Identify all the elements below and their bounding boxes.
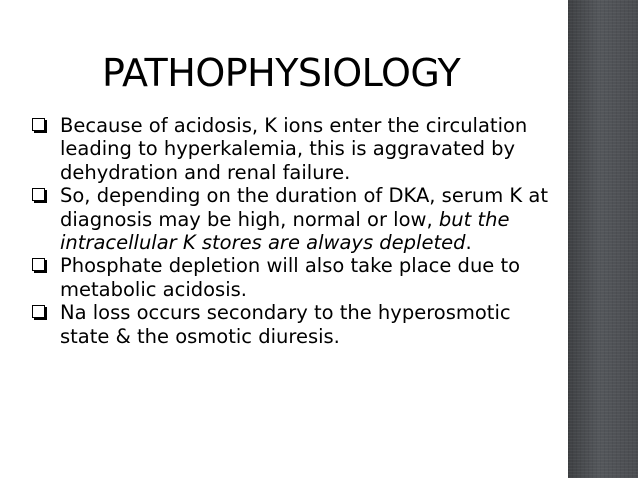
decorative-side-bar — [568, 0, 638, 478]
bullet-item-phosphate — [32, 254, 560, 301]
bullet-item-na-loss — [32, 301, 560, 348]
hollow-square-bullet-icon — [32, 305, 45, 318]
hollow-square-bullet-icon — [32, 188, 45, 201]
bullet-text: Phosphate depletion will also take place due to metabolic acidosis. — [60, 254, 521, 301]
bullet-item-dka-duration — [32, 184, 560, 254]
hollow-square-bullet-icon — [32, 118, 45, 131]
bullet-list — [32, 114, 560, 348]
slide-title: PATHOPHYSIOLOGY — [102, 51, 461, 95]
bullet-text-end: . — [465, 231, 472, 255]
bullet-text: Because of acidosis, K ions enter the circulation leading to hyperkalemia, this is aggravated by dehydration and renal failure. — [60, 114, 528, 184]
bullet-text: Na loss occurs secondary to the hyperosmotic state & the osmotic diuresis. — [60, 301, 511, 348]
bullet-text-italic: but the intracellular K stores are always depleted — [60, 207, 510, 255]
bullet-text: So, depending on the duration of DKA, serum K at diagnosis may be high, normal or low, — [60, 184, 548, 231]
bullet-item-acidosis — [32, 114, 560, 184]
hollow-square-bullet-icon — [32, 258, 45, 271]
